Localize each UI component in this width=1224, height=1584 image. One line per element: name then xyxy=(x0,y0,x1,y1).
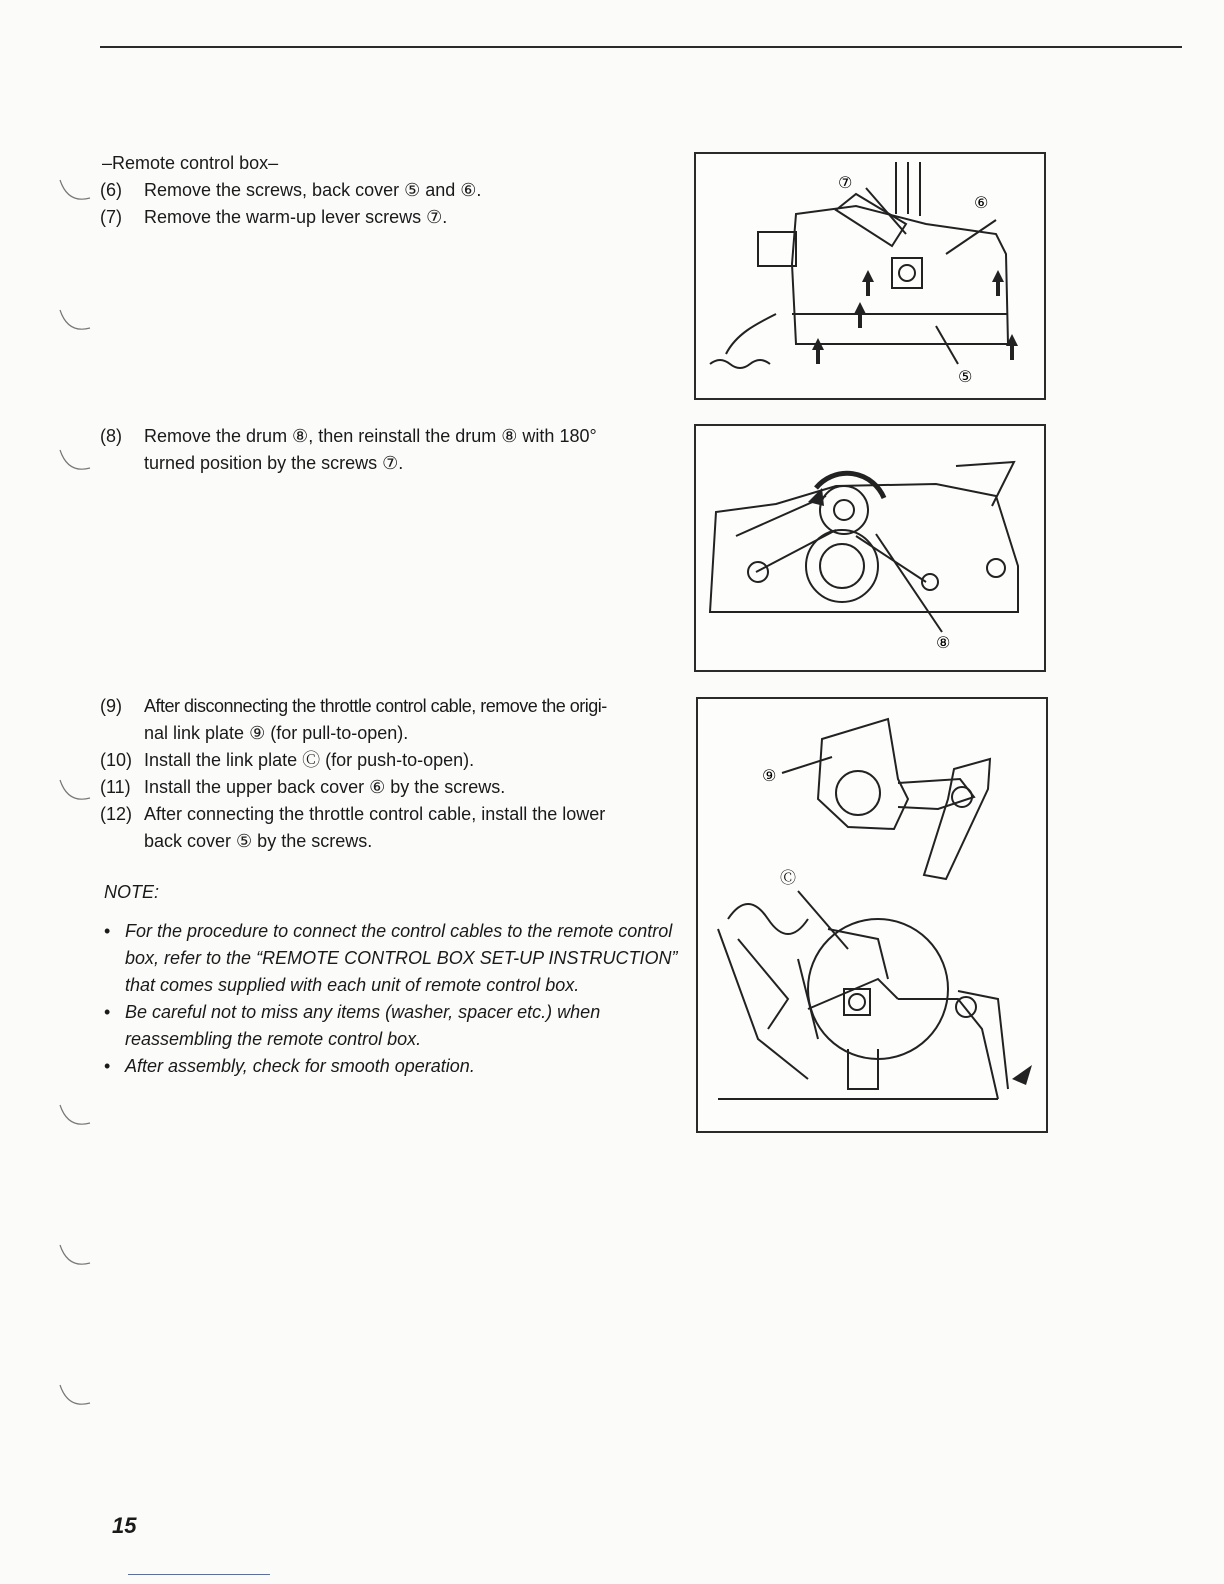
step-text-line2: nal link plate ⑨ (for pull-to-open). xyxy=(144,723,409,743)
binder-mark xyxy=(40,1375,100,1415)
step-8 xyxy=(100,423,680,477)
drum-illustration xyxy=(696,426,1044,670)
step-6 xyxy=(100,177,680,204)
step-text-line1: After disconnecting the throttle control cable, remove the origi- xyxy=(144,696,607,716)
remote-box-back-illustration xyxy=(696,154,1044,398)
step-text: Remove the screws, back cover ⑤ and ⑥. xyxy=(144,180,482,200)
binder-mark xyxy=(40,770,100,810)
step-number: (6) xyxy=(100,180,122,200)
note-heading: NOTE: xyxy=(104,882,160,902)
binder-mark xyxy=(40,440,100,480)
binder-mark xyxy=(40,300,100,340)
step-number: (7) xyxy=(100,207,122,227)
bullet: • xyxy=(104,921,111,941)
step-text: Remove the warm-up lever screws ⑦. xyxy=(144,207,448,227)
binder-mark xyxy=(40,1235,100,1275)
step-text-line1: Remove the drum ⑧, then reinstall the drum ⑧ with 180° xyxy=(144,426,597,446)
step-text: Install the upper back cover ⑥ by the screws. xyxy=(144,777,506,797)
note-item-text: Be careful not to miss any items (washer, spacer etc.) when reassembling the remote control box. xyxy=(125,1002,601,1049)
step-text-line2: turned position by the screws ⑦. xyxy=(144,453,404,473)
callout-c: Ⓒ xyxy=(780,868,797,887)
bottom-rule xyxy=(128,1574,270,1575)
step-text: Install the link plate Ⓒ (for push-to-open). xyxy=(144,750,475,770)
step-number: (12) xyxy=(100,804,133,824)
section-heading: –Remote control box– xyxy=(102,153,279,173)
step-number: (9) xyxy=(100,696,122,716)
callout-8: ⑧ xyxy=(936,633,951,652)
note-item-text: After assembly, check for smooth operation. xyxy=(125,1056,475,1076)
figure-drum xyxy=(694,424,1046,672)
step-text-line2: back cover ⑤ by the screws. xyxy=(144,831,373,851)
binder-mark xyxy=(40,170,100,210)
step-number: (11) xyxy=(100,777,131,797)
step-11 xyxy=(100,774,680,801)
note-item-text: For the procedure to connect the control cables to the remote control box, refer to the “REMOTE CONTROL BOX SET-UP INSTRUCTION” that comes supplied with each unit of remote control box. xyxy=(125,921,678,995)
step-text-line1: After connecting the throttle control cable, install the lower xyxy=(144,804,606,824)
link-plate-illustration xyxy=(698,699,1046,1131)
note-list xyxy=(104,918,684,1080)
step-number: (10) xyxy=(100,750,133,770)
callout-6: ⑥ xyxy=(974,193,989,212)
step-9 xyxy=(100,693,680,747)
figure-remote-box-back xyxy=(694,152,1046,400)
note-item xyxy=(104,1053,684,1080)
note-item xyxy=(104,999,684,1053)
bullet: • xyxy=(104,1002,111,1022)
callout-7: ⑦ xyxy=(838,173,853,192)
step-7 xyxy=(100,204,680,231)
step-10 xyxy=(100,747,680,774)
page-number: 15 xyxy=(112,1513,137,1538)
top-rule xyxy=(100,46,1182,48)
bullet: • xyxy=(104,1056,111,1076)
step-number: (8) xyxy=(100,426,122,446)
callout-5: ⑤ xyxy=(958,367,973,386)
figure-link-plate xyxy=(696,697,1048,1133)
callout-9: ⑨ xyxy=(762,766,777,785)
note-item xyxy=(104,918,684,999)
binder-mark xyxy=(40,1095,100,1135)
step-12 xyxy=(100,801,680,855)
